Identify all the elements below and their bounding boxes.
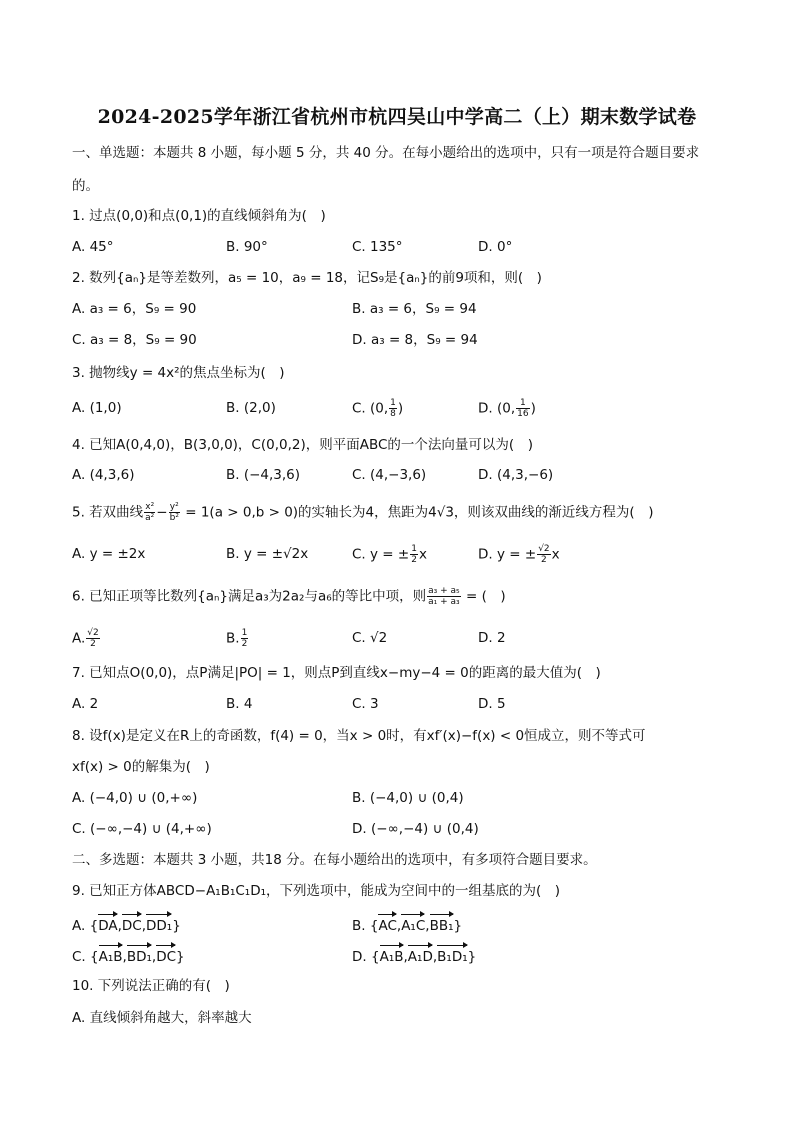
- question-3-stem: 3. 抛物线y = 4x²的焦点坐标为( ): [72, 365, 285, 381]
- q4-option-c[interactable]: C. (4,−3,6): [352, 467, 427, 483]
- q10-option-a[interactable]: A. 直线倾斜角越大，斜率越大: [72, 1010, 252, 1026]
- q9-option-d[interactable]: D. {A₁B,A₁D,B₁D₁}: [352, 944, 476, 967]
- q4-option-d[interactable]: D. (4,3,−6): [478, 467, 554, 483]
- q5-option-b[interactable]: B. y = ±√2x: [226, 546, 309, 562]
- q1-option-a[interactable]: A. 45°: [72, 239, 114, 255]
- q5-option-d-fraction: $\frac{√2}{2}$: [538, 544, 550, 565]
- q4-option-b[interactable]: B. (−4,3,6): [226, 467, 301, 483]
- q1-option-b[interactable]: B. 90°: [226, 239, 268, 255]
- q3-option-d-prefix: D. (0,: [478, 400, 516, 417]
- q3-option-d-fraction: $\frac{1}{16}$: [517, 398, 529, 419]
- question-2-stem: 2. 数列{aₙ}是等差数列，a₅ = 10，a₉ = 18，记S₉是{aₙ}的前9项和，则( ): [72, 270, 542, 286]
- q5-x-fraction: $\frac{\text{x²}}{\text{a²}}$: [145, 502, 155, 523]
- question-1-stem: 1. 过点(0,0)和点(0,1)的直线倾斜角为( ): [72, 208, 326, 224]
- q6-option-b-fraction: $\frac{1}{2}$: [241, 628, 248, 649]
- q8-option-a[interactable]: A. (−4,0) ∪ (0,+∞): [72, 790, 198, 806]
- question-10-stem: 10. 下列说法正确的有( ): [72, 978, 230, 994]
- question-4-stem: 4. 已知A(0,4,0)，B(3,0,0)，C(0,0,2)，则平面ABC的一个法向量可以为( ): [72, 437, 533, 453]
- question-9-stem: 9. 已知正方体ABCD−A₁B₁C₁D₁，下列选项中，能成为空间中的一组基底的为( ): [72, 883, 561, 899]
- q5-option-c-fraction: $\frac{1}{2}$: [411, 544, 417, 565]
- exam-title: 2024-2025学年浙江省杭州市杭四吴山中学高二（上）期末数学试卷: [97, 106, 697, 128]
- question-7-stem: 7. 已知点O(0,0)，点P满足|PO| = 1，则点P到直线x−my−4 = 0的距离的最大值为( ): [72, 665, 601, 681]
- question-8-stem-line2: xf(x) > 0的解集为( ): [72, 759, 210, 775]
- question-8-stem-line1: 8. 设f(x)是定义在R上的奇函数，f(4) = 0，当x > 0时，有xf′(x)−f(x) < 0恒成立，则不等式可: [72, 728, 646, 744]
- q1-option-d[interactable]: D. 0°: [478, 239, 513, 255]
- q7-option-c[interactable]: C. 3: [352, 696, 379, 712]
- q5-y-fraction: $\frac{\text{y²}}{\text{b²}}$: [169, 502, 179, 523]
- q2-option-b[interactable]: B. a₃ = 6，S₉ = 94: [352, 301, 477, 317]
- q3-option-d[interactable]: D. (0, $\frac{1}{16}$ ): [478, 398, 536, 419]
- q3-option-c[interactable]: C. (0, $\frac{1}{8}$ ): [352, 398, 404, 419]
- q7-option-b[interactable]: B. 4: [226, 696, 253, 712]
- q6-option-d[interactable]: D. 2: [478, 630, 506, 646]
- q7-option-a[interactable]: A. 2: [72, 696, 99, 712]
- q5-option-a[interactable]: A. y = ±2x: [72, 546, 146, 562]
- section-heading-continuation: 的。: [72, 178, 99, 194]
- q1-option-c[interactable]: C. 135°: [352, 239, 403, 255]
- question-5-stem: 5. 若双曲线 $\frac{\text{x²}}{\text{a²}}$ − $\frac{\text{y²}}{\text{b²}}$ = 1(a > 0,b > 0)的实轴长为4，焦距为4√3，则该双曲线的渐近线方程为( ): [72, 502, 654, 523]
- q5-option-d[interactable]: D. y = ± $\frac{√2}{2}$ x: [478, 544, 560, 565]
- q6-ratio-fraction: $\frac{\text{a₃ + a₅}}{\text{a₁ + a₃}}$: [428, 586, 460, 607]
- question-6-stem: 6. 已知正项等比数列{aₙ}满足a₃为2a₂与a₆的等比中项，则 $\frac{\text{a₃ + a₅}}{\text{a₁ + a₃}}$ = ( ): [72, 586, 506, 607]
- q3-option-c-fraction: $\frac{1}{8}$: [390, 398, 396, 419]
- q3-option-c-prefix: C. (0,: [352, 400, 389, 417]
- q5-option-c[interactable]: C. y = ± $\frac{1}{2}$ x: [352, 544, 427, 565]
- q6-option-a[interactable]: A. $\frac{√2}{2}$: [72, 628, 99, 649]
- q2-option-a[interactable]: A. a₃ = 6，S₉ = 90: [72, 301, 197, 317]
- q4-option-a[interactable]: A. (4,3,6): [72, 467, 135, 483]
- q3-option-a[interactable]: A. (1,0): [72, 400, 122, 416]
- q7-option-d[interactable]: D. 5: [478, 696, 506, 712]
- q9-option-c[interactable]: C. {A₁B,BD₁,DC}: [72, 944, 185, 967]
- q8-option-d[interactable]: D. (−∞,−4) ∪ (0,4): [352, 821, 479, 837]
- section-heading-single-choice: 一、单选题：本题共 8 小题，每小题 5 分，共 40 分。在每小题给出的选项中，只有一项是符合题目要求: [72, 145, 700, 161]
- q8-option-b[interactable]: B. (−4,0) ∪ (0,4): [352, 790, 464, 806]
- q9-option-a[interactable]: A. {DA,DC,DD₁}: [72, 913, 181, 936]
- section-heading-multiple-choice: 二、多选题：本题共 3 小题，共18 分。在每小题给出的选项中，有多项符合题目要求。: [72, 852, 597, 868]
- q6-option-c[interactable]: C. √2: [352, 630, 388, 646]
- q2-option-c[interactable]: C. a₃ = 8，S₉ = 90: [72, 332, 197, 348]
- q3-option-b[interactable]: B. (2,0): [226, 400, 276, 416]
- q2-option-d[interactable]: D. a₃ = 8，S₉ = 94: [352, 332, 478, 348]
- q6-option-b[interactable]: B. $\frac{1}{2}$: [226, 628, 248, 649]
- q6-option-a-fraction: $\frac{√2}{2}$: [87, 628, 99, 649]
- q9-option-b[interactable]: B. {AC,A₁C,BB₁}: [352, 913, 462, 936]
- q8-option-c[interactable]: C. (−∞,−4) ∪ (4,+∞): [72, 821, 212, 837]
